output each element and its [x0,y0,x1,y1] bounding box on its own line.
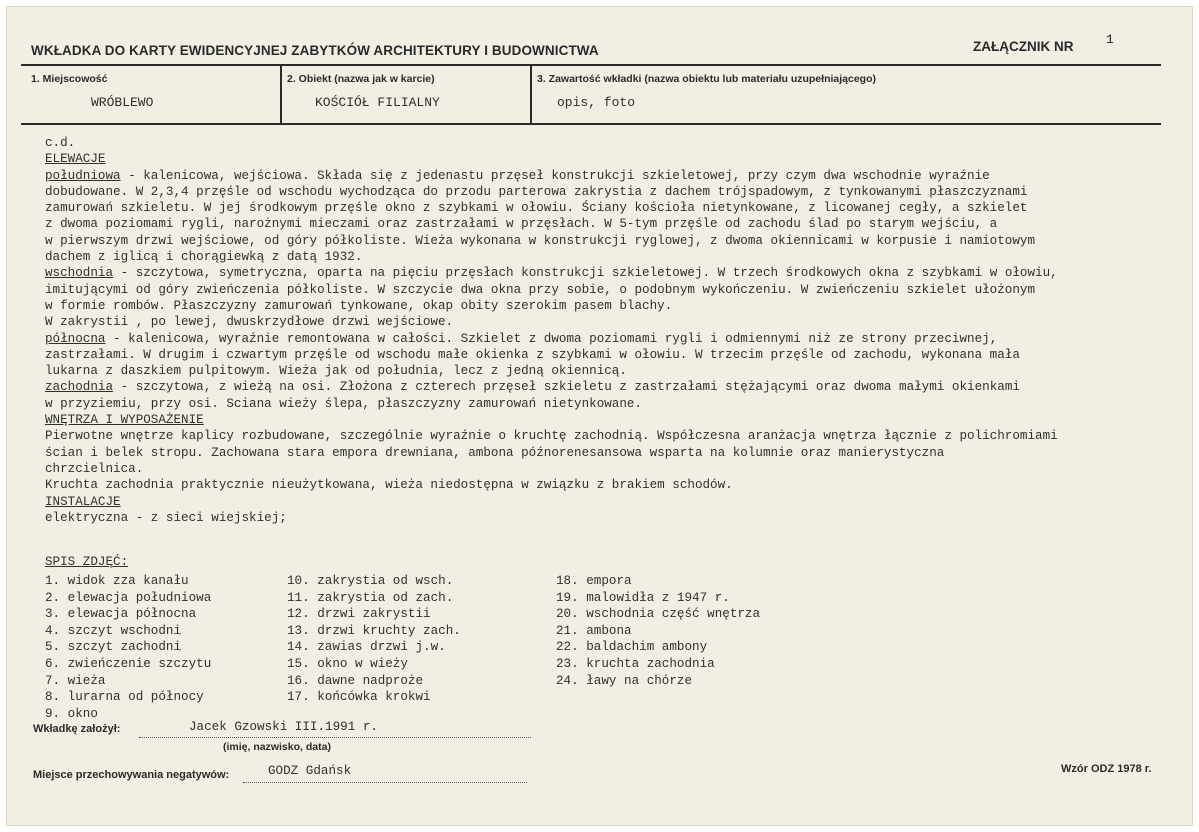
section-heading: ELEWACJE [45,152,106,167]
field-divider-2 [530,65,532,124]
photo-list-item: 20. wschodnia część wnętrza [556,607,761,622]
photo-list-item: 10. zakrystia od wsch. [287,574,454,588]
elevation-term: południowa [45,168,121,183]
body-line [45,428,1193,444]
document-sheet [6,6,1193,826]
field-divider-1 [280,65,282,124]
body-text: lukarna z daszkiem pulpitowym. Wieża jak od południa, lecz z jedną okiennicą. [45,364,627,379]
body-line [45,396,1193,412]
body-line [45,314,1193,330]
elevation-description: - kalenicowa, wejściowa. Składa się z jedenastu przęseł konstrukcji szkieletowej, przy czym dwa wschodnie wyraźnie [120,168,990,183]
body-text: dobudowane. W 2,3,4 przęśle od wschodu wychodząca do przodu parterowa zakrystia z dachem trójspadowym, z tynkowanymi płaszczyznami [45,184,1028,199]
body-text: elektryczna - z sieci wiejskiej; [45,510,287,525]
photo-list-item: 16. dawne nadproże [287,673,424,688]
body-line [45,461,1193,477]
photo-list-item: 9. okno [45,706,98,721]
section-heading: WNĘTRZA I WYPOSAŻENIE [45,413,204,428]
body-line [45,168,1193,184]
content-value: opis, foto [557,95,636,110]
body-text: W zakrystii , po lewej, dwuskrzydłowe drzwi wejściowe. [45,315,454,330]
elevation-term: zachodnia [45,380,114,395]
photo-list-item: 22. baldachim ambony [556,640,708,655]
body-text: zastrzałami. W drugim i czwartym przęśle od wschodu małe okienka z szybkami w ołowiu. W trzecim przęśle od zachodu, wykonana mała [45,347,1020,362]
photo-list-item: 4. szczyt wschodni [45,623,182,638]
body-line [45,412,1193,428]
object-label: 2. Obiekt (nazwa jak w karcie) [287,73,435,85]
photo-list-column-3 [556,573,760,689]
photo-list-item: 18. empora [556,574,632,588]
locality-label: 1. Miejscowość [31,73,108,85]
photo-list-item: 7. wieża [45,673,106,688]
body-line [45,363,1193,379]
author-hint: (imię, nazwisko, data) [223,741,331,753]
author-label: Wkładkę założył: [33,723,121,735]
body-line [45,494,1193,510]
body-line [45,445,1193,461]
body-text: dachem z iglicą i chorągiewką z datą 1932. [45,250,363,265]
body-line [45,477,1193,493]
elevation-term: północna [45,331,106,346]
locality-value: WRÓBLEWO [91,95,154,110]
photo-list-item: 21. ambona [556,623,632,638]
photo-list-column-1 [45,573,211,722]
body-line [45,233,1193,249]
annex-label: ZAŁĄCZNIK NR [973,39,1074,54]
section-heading: INSTALACJE [45,494,121,509]
body-text: imitującymi od góry zwieńczenia półkoliste. W szczycie dwa okna przy sobie, o podobnym wykończeniu. W zwieńczeniu szkielet ułożonym [45,282,1036,297]
body-line [45,265,1193,281]
header-rule [21,64,1161,66]
body-line [45,298,1193,314]
elevation-description: - szczytowa, z wieżą na osi. Złożona z czterech przęseł szkieletu z zastrzałami stężającymi oraz dwoma małymi okienkami [113,380,1020,395]
body-text: w przyziemiu, przy osi. Sciana wieży ślepa, płaszczyzny zamurowań nietynkowane. [45,396,643,411]
body-line [45,379,1193,395]
photo-list-column-2 [287,573,461,706]
body-line [45,184,1193,200]
photo-list-item: 17. końcówka krokwi [287,690,431,705]
photo-list-item: 12. drzwi zakrystii [287,607,431,622]
photo-list-title: SPIS ZDJĘĆ: [45,555,129,569]
body-line [45,331,1193,347]
body-line [45,216,1193,232]
body-text: chrzcielnica. [45,461,144,476]
form-model-note: Wzór ODZ 1978 r. [1061,763,1152,775]
body-line [45,510,1193,526]
photo-list-item: 19. malowidła z 1947 r. [556,590,730,605]
body-text: z dwoma poziomami rygli, narożnymi mieczami oraz zastrzałami w przęsłach. W 5-tym przęśle od zachodu ślad po starym wejściu, a [45,217,998,232]
body-text: Pierwotne wnętrze kaplicy rozbudowane, szczególnie wyraźnie o kruchtę zachodnią. Współczesna aranżacja wnętrza łącznie z polichromiami [45,429,1058,444]
body-line [45,249,1193,265]
body-line [45,151,1193,167]
form-title: WKŁADKA DO KARTY EWIDENCYJNEJ ZABYTKÓW ARCHITEKTURY I BUDOWNICTWA [31,43,599,58]
photo-list-item: 15. okno w wieży [287,656,408,671]
annex-number: 1 [1106,32,1114,47]
photo-list-item: 1. widok zza kanału [45,574,189,588]
body-line [45,282,1193,298]
elevation-description: - szczytowa, symetryczna, oparta na pięciu przęsłach konstrukcji szkieletowej. W trzech środkowych okna z szybkami w ołowiu, [113,266,1058,281]
photo-list-item: 2. elewacja południowa [45,590,212,605]
object-value: KOŚCIÓŁ FILIALNY [315,95,440,110]
body-text: w pierwszym drzwi wejściowe, od góry półkoliste. Wieża wykonana w konstrukcji ryglowej, z dwoma okiennicami w korpusie i namiotowym [45,233,1036,248]
fields-bottom-rule [21,123,1161,125]
photo-list-item: 11. zakrystia od zach. [287,590,454,605]
photo-list-item: 23. kruchta zachodnia [556,656,715,671]
body-text: w formie rombów. Płaszczyzny zamurowań tynkowane, okap obity szerokim pasem blachy. [45,298,673,313]
photo-list-item: 24. ławy na chórze [556,673,693,688]
photo-list-item: 5. szczyt zachodni [45,640,182,655]
body-line [45,347,1193,363]
negatives-label: Miejsce przechowywania negatywów: [33,769,230,781]
elevation-term: wschodnia [45,266,114,281]
content-label: 3. Zawartość wkładki (nazwa obiektu lub materiału uzupełniającego) [537,73,876,85]
body-text: c.d. [45,136,76,150]
body-line [45,200,1193,216]
photo-list-item: 14. zawias drzwi j.w. [287,640,446,655]
negatives-value: GODZ Gdańsk [268,764,352,778]
photo-list-item: 3. elewacja północna [45,607,197,622]
author-line [139,737,531,738]
photo-list-item: 13. drzwi kruchty zach. [287,623,461,638]
photo-list-item: 8. lurarna od północy [45,690,204,705]
description-body [45,135,1193,526]
elevation-description: - kalenicowa, wyraźnie remontowana w całości. Szkielet z dwoma poziomami rygli i odmiennymi niż ze strony przeciwnej, [105,331,998,346]
body-text: Kruchta zachodnia praktycznie nieużytkowana, wieża niedostępna w związku z brakiem schodów. [45,478,733,493]
photo-list-item: 6. zwieńczenie szczytu [45,656,212,671]
body-text: ścian i belek stropu. Zachowana stara empora drewniana, ambona późnorenesansowa wsparta na kolumnie oraz manierystyczna [45,445,945,460]
body-text: zamurowań szkieletu. W jej środkowym przęśle okno z szybkami w ołowiu. Ściany kościoła nietynkowane, z licowanej cegły, a szkielet [45,201,1028,216]
negatives-line [243,782,527,783]
body-line [45,135,1193,151]
author-value: Jacek Gzowski III.1991 r. [189,720,378,734]
